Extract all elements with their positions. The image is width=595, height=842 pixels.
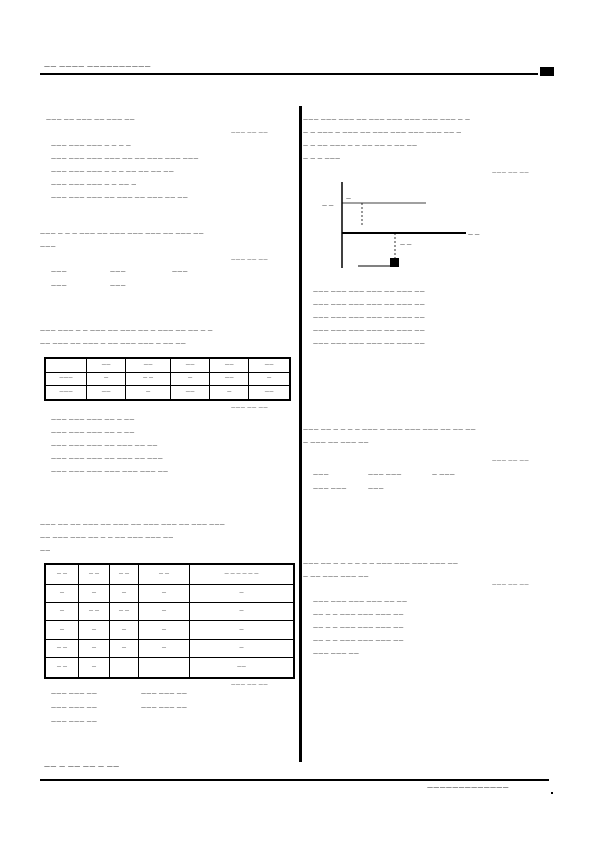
q4-table <box>44 563 295 679</box>
q3-table-cell: — <box>170 372 209 385</box>
q4-table-cell: — <box>190 603 295 621</box>
q5-option-b: ——— ——— ——— ——— —— ——— —— <box>313 302 426 308</box>
footer-right-text: ————————————— <box>427 784 509 791</box>
q1-option-c: ——— ——— ——— — — — —— —— —— —— <box>51 169 175 175</box>
q5-fig-label-b: — <box>346 196 351 202</box>
q4-table-cell: — — <box>45 658 79 678</box>
q3-table-cell: — <box>249 372 290 385</box>
q3-table-cell: —— <box>170 358 209 372</box>
header-rule <box>40 73 538 75</box>
q7-stem <box>303 558 458 584</box>
q6-option-c: — ——— <box>432 472 456 478</box>
q5-stem-line-2: — — ——— — ——— —— ——— ——— ——— ——— —— — <box>303 130 462 136</box>
q3-table-cell: —— <box>87 358 126 372</box>
q4-option-d: ——— ——— —— <box>141 705 188 711</box>
q4-table-cell: — <box>79 639 110 657</box>
q1-score: ——— —— —— <box>231 131 269 136</box>
q5-score: ——— —— —— <box>492 171 530 176</box>
q3-option-b: ——— ——— ——— —— — —— <box>51 430 135 436</box>
q4-table-cell: — <box>110 621 139 639</box>
q1-stem: ——— —— ——— —— ——— —— <box>46 117 135 123</box>
q4-table-cell: — — <box>110 564 139 584</box>
q1-option-b: ——— ——— ——— ——— —— —— ——— ——— ——— <box>51 156 199 162</box>
q5-option-c: ——— ——— ——— ——— —— ——— —— <box>313 315 426 321</box>
q3-table-cell: —— <box>126 358 171 372</box>
q2-option-e: ——— <box>110 283 126 289</box>
q3-table-cell: — — <box>126 372 171 385</box>
q3-stem-line-1: ——— ——— — — ——— —— ——— —— — ——— —— —— — — <box>40 328 213 334</box>
q7-option-b: —— — — ——— ——— ——— —— <box>313 612 404 618</box>
running-header: —— ———— —————————— <box>44 63 152 70</box>
q4-option-c: ——— ——— —— <box>51 705 98 711</box>
q2-stem-line-1: ——— — — — ——— —— ——— ——— ——— —— ——— —— <box>40 231 204 237</box>
q5-fig-label-d: — — <box>468 232 480 238</box>
q4-table-cell: — <box>45 621 79 639</box>
q3-options <box>51 414 168 479</box>
q2-option-b: ——— <box>110 269 126 275</box>
q3-stem <box>40 325 213 351</box>
q4-option-a: ——— ——— —— <box>51 691 98 697</box>
q6-option-e: ——— <box>368 486 384 492</box>
q4-table-cell: — — <box>79 603 110 621</box>
q6-option-a: ——— <box>313 472 329 478</box>
column-divider <box>299 106 302 762</box>
q4-stem <box>40 519 225 558</box>
q3-option-c: ——— ——— ——— —— ——— —— —— <box>51 443 158 449</box>
q4-table-cell: — <box>79 658 110 678</box>
q7-stem-line-1: ——— —— — — — — — — ——— ——— ——— ——— —— <box>303 561 459 567</box>
q2-option-a: ——— <box>51 269 67 275</box>
q4-table-cell: — <box>190 621 295 639</box>
q6-option-d: ——— ——— <box>313 486 347 492</box>
q4-stem-line-3: —— <box>40 548 51 554</box>
q4-table-cell <box>139 658 190 678</box>
q1-option-d: ——— ——— ——— — — —— — <box>51 182 137 188</box>
q5-figure <box>318 178 488 273</box>
q5-fig-block <box>390 258 399 267</box>
q4-table-cell: — <box>139 584 190 602</box>
q6-stem <box>303 424 476 450</box>
q3-table-cell: —— <box>170 386 209 400</box>
q1-option-a: ——— ——— ——— — — — — <box>51 143 132 149</box>
q3-table-cell: — <box>126 386 171 400</box>
q4-table-cell: — <box>45 584 79 602</box>
footer-rule <box>40 779 549 781</box>
q6-stem-line-1: ——— —— — — — — ——— — ——— ——— ——— —— —— —— <box>303 427 476 433</box>
q7-options <box>313 596 407 661</box>
q3-table-cell: ——— <box>45 372 87 385</box>
q3-table-cell: — <box>210 386 249 400</box>
q4-table-cell: — — — — — — <box>190 564 295 584</box>
q4-table-cell: — <box>190 639 295 657</box>
q4-table-cell: —— <box>190 658 295 678</box>
q6-score: ——— —— —— <box>492 459 530 464</box>
q7-option-d: —— — — ——— ——— ——— —— <box>313 638 404 644</box>
q5-option-e: ——— ——— ——— ——— —— ——— —— <box>313 341 426 347</box>
q4-table-cell: — <box>110 584 139 602</box>
q3-option-e: ——— ——— ——— ——— ——— ——— —— <box>51 469 169 475</box>
q4-table-cell: — <box>110 639 139 657</box>
q3-score: ——— —— —— <box>231 406 269 411</box>
q3-table-cell: ——— <box>45 386 87 400</box>
q3-table-cell: —— <box>210 372 249 385</box>
q2-option-c: ——— <box>172 269 188 275</box>
q2-stem <box>40 228 204 254</box>
q3-table <box>44 357 291 401</box>
q4-table-cell: — <box>45 603 79 621</box>
q3-option-d: ——— ——— ——— —— ——— —— ——— <box>51 456 164 462</box>
q7-score: ——— —— —— <box>492 583 530 588</box>
q7-option-c: —— — — ——— ——— ——— —— <box>313 625 404 631</box>
running-footer: —— — —— —— — —— <box>44 763 120 770</box>
q3-table-cell: —— <box>210 358 249 372</box>
q4-stem-line-1: ——— —— —— ——— —— ——— —— ——— ——— —— ——— ——— <box>40 522 226 528</box>
q2-option-d: ——— <box>51 283 67 289</box>
q3-table-cell: —— <box>249 386 290 400</box>
q1-options <box>51 140 199 205</box>
q3-table-cell: —— <box>87 386 126 400</box>
q4-table-cell <box>110 658 139 678</box>
q4-table-cell: — — <box>45 564 79 584</box>
q7-option-e: ——— ——— —— <box>313 651 360 657</box>
q5-option-d: ——— ——— ——— ——— —— ——— —— <box>313 328 426 334</box>
q4-table-cell: — — <box>110 603 139 621</box>
q3-table-cell: — <box>87 372 126 385</box>
q7-option-a: ——— ——— ——— ——— —— —— <box>313 599 408 605</box>
q6-option-b: ——— ——— <box>368 472 402 478</box>
q4-table-cell: — <box>79 621 110 639</box>
q4-option-e: ——— ——— —— <box>51 719 98 725</box>
q6-stem-line-2: — ——— —— ——— —— <box>303 440 369 446</box>
q4-score: ——— —— —— <box>231 683 269 688</box>
q5-fig-label-c: — — <box>400 242 412 248</box>
q7-stem-line-2: — —— ——— ——— —— <box>303 574 369 580</box>
q4-table-cell: — <box>190 584 295 602</box>
q4-stem-line-2: —— ——— ——— —— — — —— ——— ——— —— <box>40 535 174 541</box>
q5-fig-label-a: — — <box>322 203 334 209</box>
q4-option-b: ——— ——— —— <box>141 691 188 697</box>
q3-table-cell <box>45 358 87 372</box>
q5-stem-line-3: — — —— ——— — — —— —— — —— —— <box>303 143 418 149</box>
footer-dot <box>551 792 553 794</box>
q5-stem-line-4: — — — ——— <box>303 156 341 162</box>
q4-table-cell: — <box>79 584 110 602</box>
q3-table-cell: —— <box>249 358 290 372</box>
q2-score: ——— —— —— <box>231 258 269 263</box>
q4-table-cell: — <box>139 639 190 657</box>
q1-option-e: ——— ——— ——— —— ——— —— ——— —— —— <box>51 195 189 201</box>
q5-stem-line-1: ——— ——— ——— —— ——— ——— ——— ——— ——— — — <box>303 117 471 123</box>
q3-stem-line-2: —— ——— —— ——— — —— ——— ——— — —— —— <box>40 341 187 347</box>
q5-options <box>313 286 425 351</box>
q2-stem-line-2: ——— <box>40 244 56 250</box>
q4-table-cell: — <box>139 621 190 639</box>
page-number-block <box>540 67 554 76</box>
q4-table-cell: — — <box>139 564 190 584</box>
q3-option-a: ——— ——— ——— —— — —— <box>51 417 135 423</box>
q4-table-cell: — — <box>79 564 110 584</box>
q4-table-cell: — — <box>45 639 79 657</box>
q4-table-cell: — <box>139 603 190 621</box>
q5-stem <box>303 114 470 166</box>
q5-option-a: ——— ——— ——— ——— —— ——— —— <box>313 289 426 295</box>
